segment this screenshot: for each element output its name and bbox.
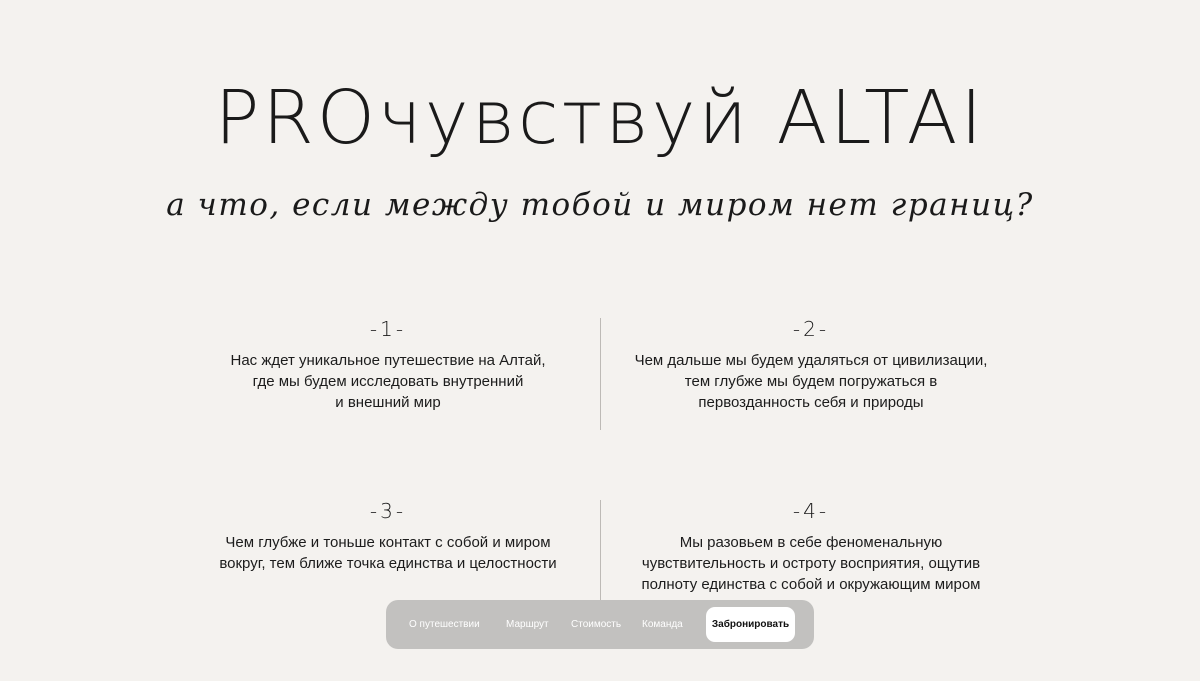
feature-block-2 xyxy=(611,316,1011,413)
feature-text-line: Мы разовьем в себе феноменальную xyxy=(679,534,943,551)
feature-description xyxy=(611,532,1011,595)
hero-subtitle: а что, если между тобой и миром нет границ? xyxy=(166,187,1034,223)
feature-text-line: вокруг, тем ближе точка единства и целостности xyxy=(219,555,557,572)
feature-text-line: Нас ждет уникальное путешествие на Алтай, xyxy=(230,352,546,369)
feature-text-line: чувствительность и остроту восприятия, ощутив xyxy=(641,555,981,572)
nav-link-about-trip[interactable]: О путешествии xyxy=(409,619,480,630)
feature-description xyxy=(188,532,588,574)
feature-number: -1- xyxy=(369,317,407,341)
vertical-divider xyxy=(600,500,601,600)
feature-text-line: и внешний мир xyxy=(335,394,441,411)
feature-text-line: Чем глубже и тоньше контакт с собой и миром xyxy=(225,534,551,551)
feature-text-line: полноту единства с собой и окружающим миром xyxy=(641,576,981,593)
feature-block-4 xyxy=(611,498,1011,595)
bottom-nav-bar xyxy=(386,600,814,649)
nav-link-team[interactable]: Команда xyxy=(642,619,683,630)
feature-number: -3- xyxy=(369,499,407,523)
hero-title: PROчувствуй ALTAI xyxy=(214,75,986,161)
vertical-divider xyxy=(600,318,601,430)
feature-text-line: Чем дальше мы будем удаляться от цивилизации, xyxy=(634,352,988,369)
nav-link-price[interactable]: Стоимость xyxy=(571,619,622,630)
nav-link-route[interactable]: Маршрут xyxy=(506,619,549,630)
feature-block-1 xyxy=(188,316,588,413)
feature-description xyxy=(188,350,588,413)
feature-text-line: первозданность себя и природы xyxy=(698,394,924,411)
feature-description xyxy=(611,350,1011,413)
book-button[interactable]: Забронировать xyxy=(706,607,795,642)
feature-number: -2- xyxy=(792,317,830,341)
feature-number: -4- xyxy=(792,499,830,523)
feature-text-line: тем глубже мы будем погружаться в xyxy=(684,373,938,390)
feature-block-3 xyxy=(188,498,588,574)
feature-text-line: где мы будем исследовать внутренний xyxy=(252,373,524,390)
